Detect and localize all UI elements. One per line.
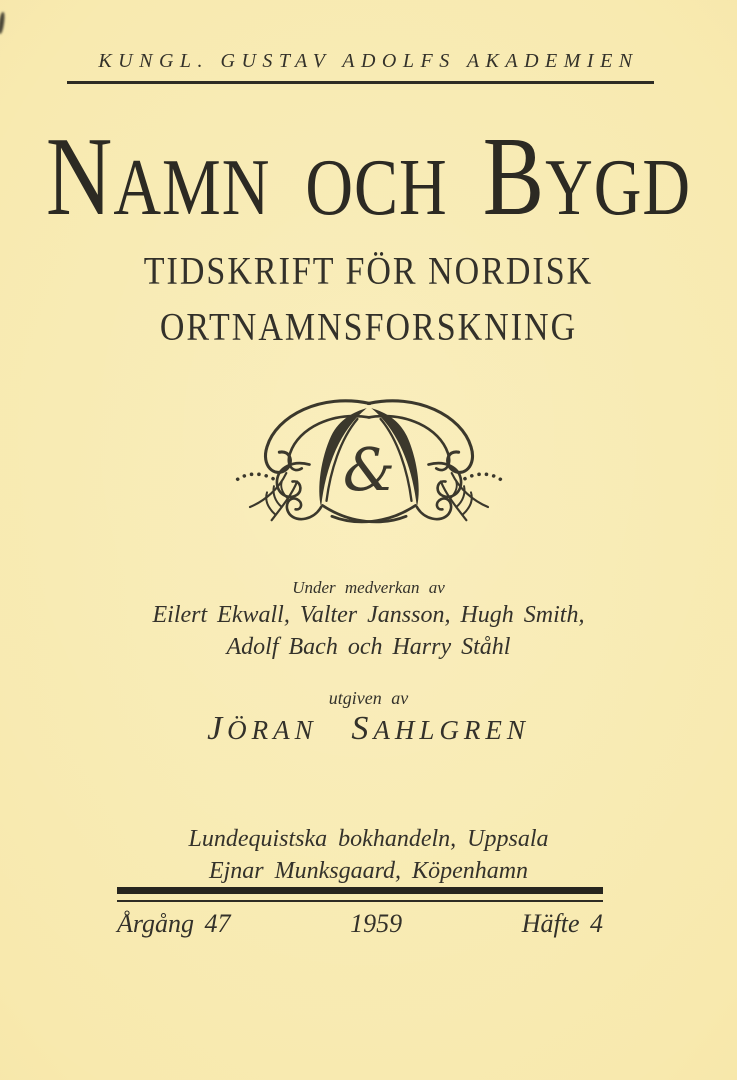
editor-heading: utgiven av [328,688,409,708]
editor-name-word: SAHLGREN [351,710,530,747]
journal-title [0,113,737,239]
contributors-heading: Under medverkan av [292,578,445,597]
scan-edge-artifact [0,12,6,34]
contributors-line: Adolf Bach och Harry Ståhl [226,634,511,660]
header-horizontal-rule [67,81,654,84]
volume-label: Årgång 47 [117,909,231,938]
footer-thin-rule [117,900,603,902]
journal-subtitle-line2: ORTNAMNSFORSKNING [159,306,578,349]
journal-subtitle-line1: TIDSKRIFT FÖR NORDISK [143,250,594,293]
imprint-line: Ejnar Munksgaard, Köpenhamn [208,858,529,884]
title-word: OCH [305,143,448,233]
title-word: NAMN [45,113,271,239]
year-label: 1959 [350,909,403,938]
editor-name [0,710,737,748]
volume-year-issue-row [117,909,603,939]
footer-thick-rule [117,887,603,894]
monogram-flourish-icon [199,388,539,538]
title-word: BYGD [482,113,692,239]
monogram-ampersand: & [342,435,395,505]
publishing-society-header: KUNGL. GUSTAV ADOLFS AKADEMIEN [98,50,639,72]
contributors-line: Eilert Ekwall, Valter Jansson, Hugh Smith, [152,602,585,628]
imprint-line: Lundequistska bokhandeln, Uppsala [188,826,549,852]
editor-name-word: JÖRAN [207,710,318,747]
issue-label: Häfte 4 [521,909,603,938]
